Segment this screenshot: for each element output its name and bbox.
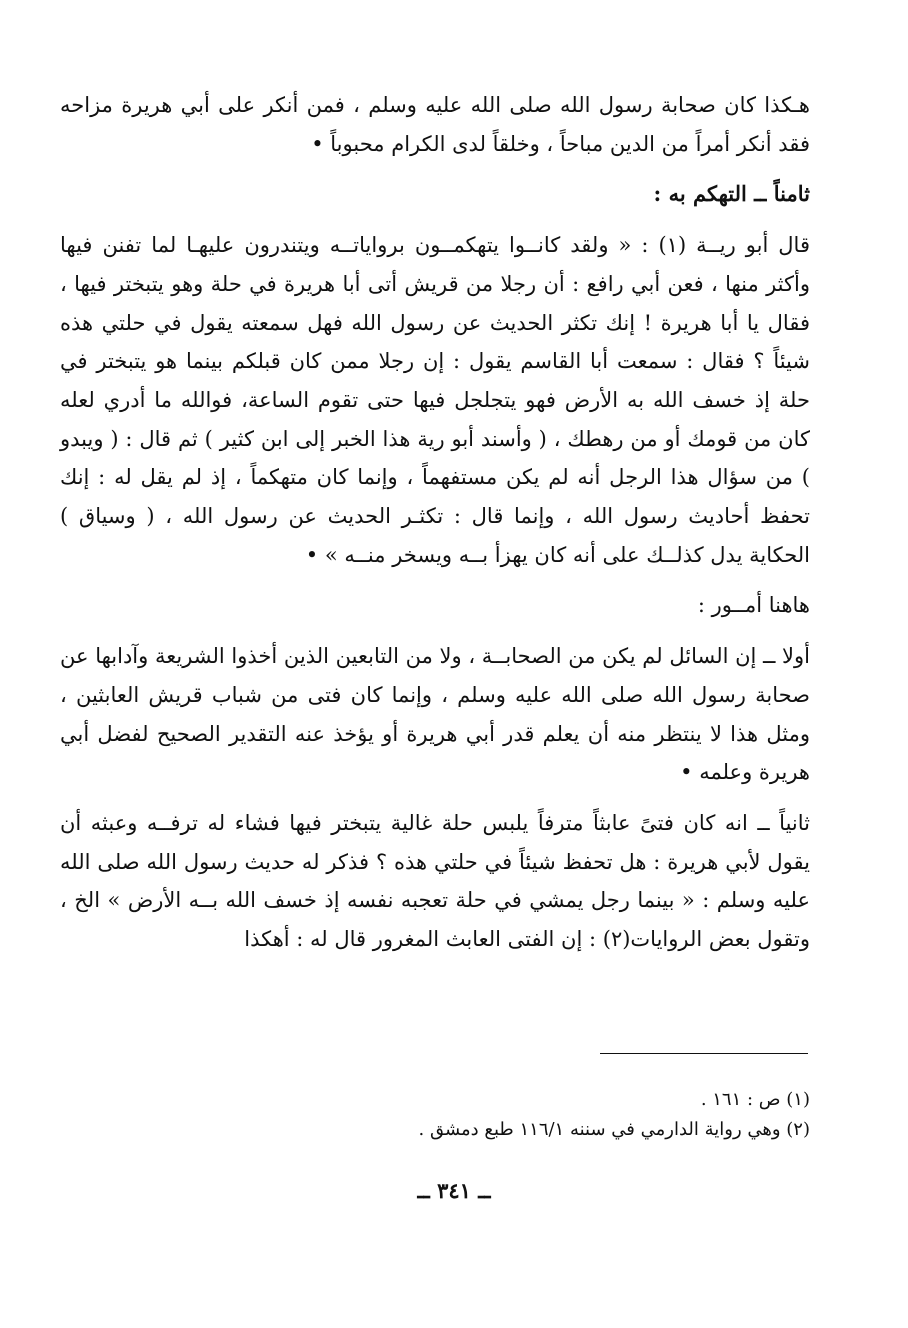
section-heading: ثامناً ــ التهكم به : [653,181,810,207]
paragraph-quote: قال أبو ريــة (١) : « ولقد كانــوا يتهكمــون برواياتــه ويتندرون عليهـا لما تفنن فيها وأكثر منها ، فعن أبي رافع : أن رجلا من قريش أتى أبا هريرة في حلة وهو يتبختر فيها ، فقال يا أبا هريرة ! إنك تكثر الحديث عن رسول الله فهل سمعته يقول في حلتي هذه شيئاً ؟ فقال : سمعت أبا القاسم يقول : إن رجلا ممن كان قبلكم بينما هو يتبختر في حلة إذ خسف الله به الأرض فهو يتجلجل فيها حتى تقوم الساعة، فوالله ما أدري لعله كان من قومك أو من رهطك ، ( وأسند أبو رية هذا الخبر إلى ابن كثير ) ثم قال : ( ويبدو ) من سؤال هذا الرجل أنه لم يكن مستفهماً ، وإنما كان متهكماً ، إذ لم يقل له : إنك تحفظ أحاديث رسول الله ، وإنما قال : تكثـر الحديث عن رسول الله ، ( وسياق ) الحكاية يدل كذلــك على أنه كان يهزأ بــه ويسخر منــه » • [60,233,810,567]
paragraph-first-point: أولا ــ إن السائل لم يكن من الصحابــة ، ولا من التابعين الذين أخذوا الشريعة وآدابها عن صحابة رسول الله صلى الله عليه وسلم ، وإنما كان فتى من شباب قريش العابثين ، ومثل هذا لا ينتظر منه أن يعلم قدر أبي هريرة أو يؤخذ عنه التقدير الصحيح لفضل أبي هريرة وعلمه • [60,644,810,785]
footnote-2: (٢) وهي رواية الدارمي في سننه ١١٦/١ طبع دمشق . [418,1119,810,1140]
footnote-divider [600,1053,808,1054]
footnotes [60,1085,810,1145]
main-text [60,86,810,959]
paragraph-points-intro: هاهنا أمــور : [697,593,810,618]
paragraph-opening: هـكذا كان صحابة رسول الله صلى الله عليه وسلم ، فمن أنكر على أبي هريرة مزاحه فقد أنكر أمراً من الدين مباحاً ، وخلقاً لدى الكرام محبوباً • [60,93,810,156]
paragraph-second-point: ثانياً ــ انه كان فتىً عابثاً مترفاً يلبس حلة غالية يتبختر فيها فشاء له ترفــه وعبثه أن يقول لأبي هريرة : هل تحفظ شيئاً في حلتي هذه ؟ فذكر له حديث رسول الله صلى الله عليه وسلم : « بينما رجل يمشي في حلة تعجبه نفسه إذ خسف الله بــه الأرض » الخ ، وتقول بعض الروايات(٢) : إن الفتى العابث المغرور قال له : أهكذا [60,810,810,952]
page-number: ــ ٣٤١ ــ [417,1178,491,1203]
footnote-1: (١) ص : ١٦١ . [700,1089,810,1110]
